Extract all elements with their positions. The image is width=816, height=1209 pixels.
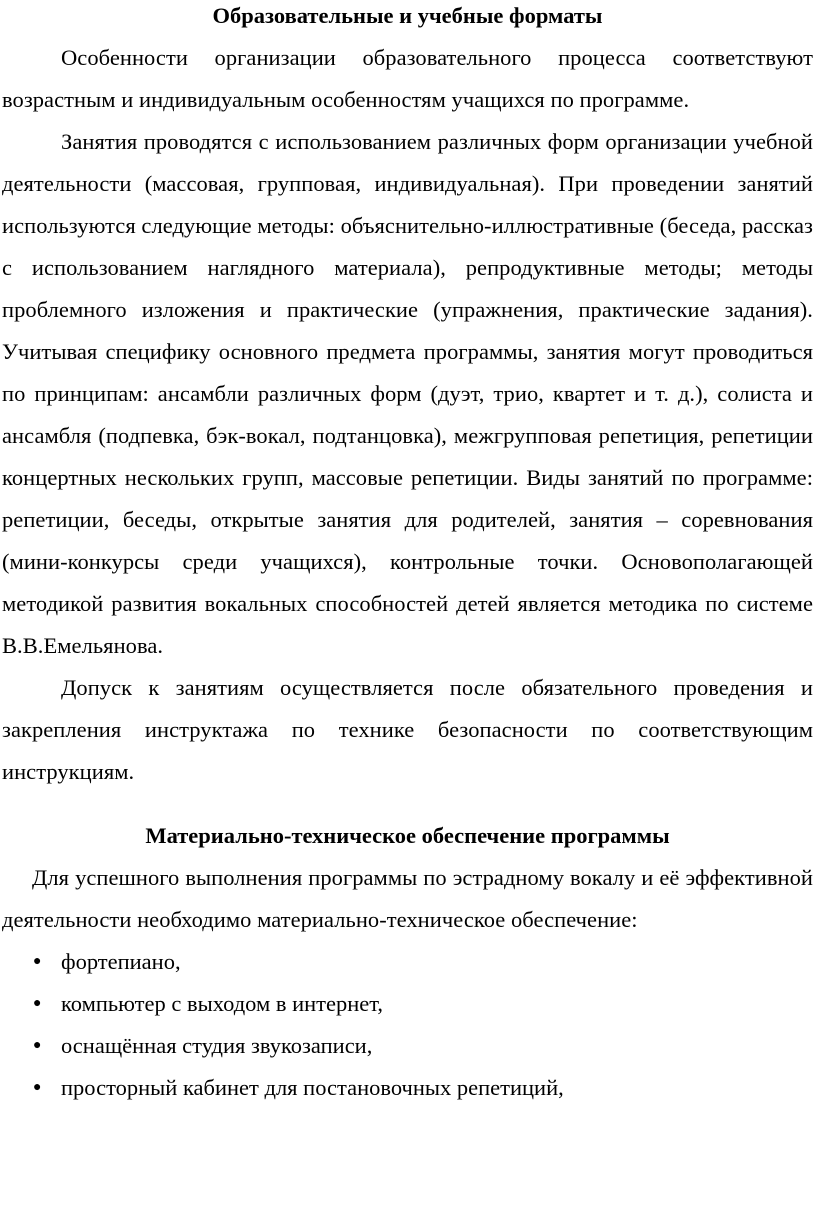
list-item-text: компьютер с выходом в интернет, bbox=[61, 991, 384, 1016]
paragraph-features: Особенности организации образовательного процесса соответствуют возрастным и индивидуальным особенностям учащихся по программе. bbox=[2, 45, 813, 112]
list-item bbox=[2, 1067, 813, 1109]
paragraph-equipment-intro: Для успешного выполнения программы по эстрадному вокалу и её эффективной деятельности необходимо материально-техническое обеспечение: bbox=[2, 865, 813, 932]
list-item-text: оснащённая студия звукозаписи, bbox=[61, 1033, 373, 1058]
bullet-icon: ● bbox=[33, 954, 42, 969]
list-item-text: фортепиано, bbox=[61, 949, 181, 974]
paragraph-methods: Занятия проводятся с использованием различных форм организации учебной деятельности (массовая, групповая, индивидуальная). При проведении занятий используются следующие методы: объяснительно-иллюстративные (беседа, рассказ с использованием наглядного материала), репродуктивные методы; методы проблемного изложения и практические (упражнения, практические задания). Учитывая специфику основного предмета программы, занятия могут проводиться по принципам: ансамбли различных форм (дуэт, трио, квартет и т. д.), солиста и ансамбля (подпевка, бэк-вокал, подтанцовка), межгрупповая репетиция, репетиции концертных нескольких групп, массовые репетиции. Виды занятий по программе: репетиции, беседы, открытые занятия для родителей, занятия – соревнования (мини-конкурсы среди учащихся), контрольные точки. Основополагающей методикой развития вокальных способностей детей является методика по системе В.В.Емельянова. bbox=[2, 129, 813, 658]
section-title-equipment: Материально-техническое обеспечение программы bbox=[145, 823, 670, 848]
list-item bbox=[2, 941, 813, 983]
list-item bbox=[2, 983, 813, 1025]
list-item bbox=[2, 1025, 813, 1067]
paragraph-safety: Допуск к занятиям осуществляется после обязательного проведения и закрепления инструктажа по технике безопасности по соответствующим инструкциям. bbox=[2, 675, 813, 784]
list-item-text: просторный кабинет для постановочных репетиций, bbox=[61, 1075, 564, 1100]
section-gap bbox=[2, 793, 813, 815]
bullet-icon: ● bbox=[33, 1038, 42, 1053]
equipment-list bbox=[2, 941, 813, 1109]
bullet-icon: ● bbox=[33, 996, 42, 1011]
section-title-formats: Образовательные и учебные форматы bbox=[212, 3, 603, 28]
bullet-icon: ● bbox=[33, 1080, 42, 1095]
